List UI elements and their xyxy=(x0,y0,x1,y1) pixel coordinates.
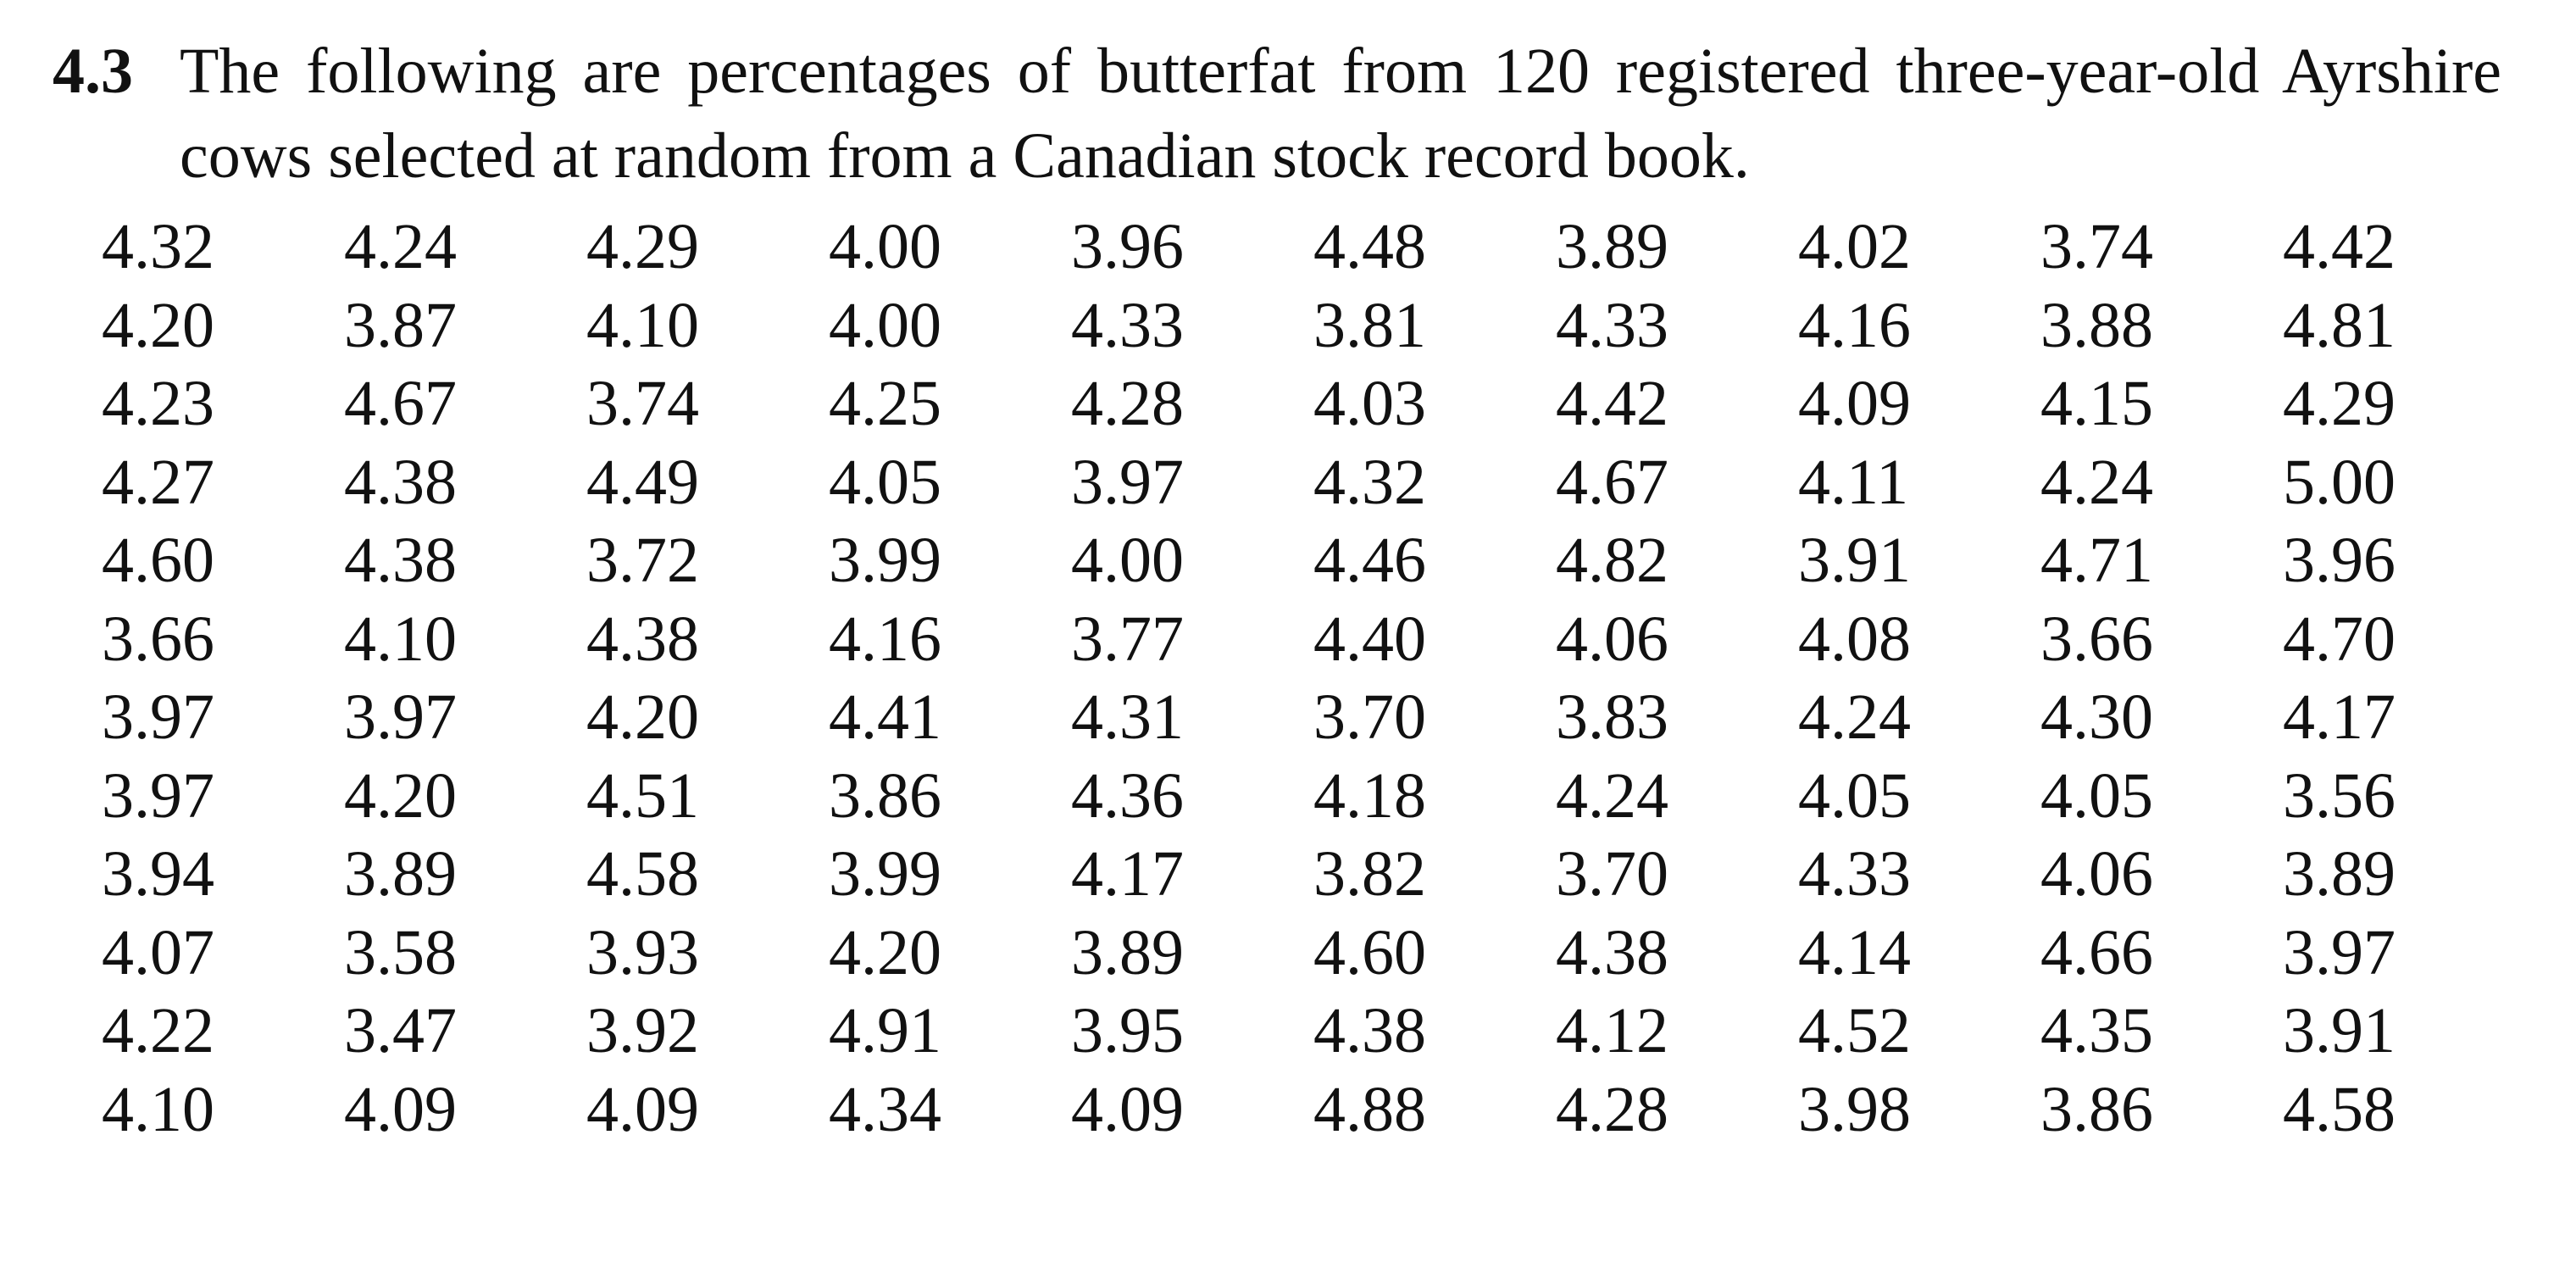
table-cell: 4.30 xyxy=(2040,681,2153,753)
table-cell: 3.88 xyxy=(2040,289,2153,361)
table-cell: 4.20 xyxy=(829,916,941,988)
table-cell: 4.09 xyxy=(586,1073,699,1145)
table-cell: 4.24 xyxy=(2040,446,2153,518)
table-cell: 4.17 xyxy=(2283,681,2396,753)
table-row xyxy=(102,208,2525,286)
problem-block xyxy=(53,29,2510,198)
table-cell: 4.52 xyxy=(1798,995,1911,1066)
table-cell: 4.10 xyxy=(344,603,457,675)
table-cell: 4.20 xyxy=(102,289,214,361)
table-cell: 3.97 xyxy=(1071,446,1184,518)
table-cell: 4.27 xyxy=(102,446,214,518)
table-cell: 3.82 xyxy=(1313,838,1426,910)
table-row xyxy=(102,443,2525,522)
table-cell: 3.56 xyxy=(2283,759,2396,832)
table-cell: 4.51 xyxy=(586,759,699,832)
table-cell: 4.60 xyxy=(102,525,214,596)
table-cell: 4.08 xyxy=(1798,603,1911,675)
table-cell: 4.32 xyxy=(1313,446,1426,518)
table-cell: 3.94 xyxy=(102,838,214,910)
table-cell: 3.99 xyxy=(829,838,941,910)
table-cell: 4.16 xyxy=(1798,289,1911,361)
table-cell: 4.00 xyxy=(829,289,941,361)
table-cell: 3.99 xyxy=(829,525,941,596)
table-cell: 4.18 xyxy=(1313,759,1426,832)
table-cell: 4.28 xyxy=(1071,368,1184,439)
table-cell: 3.58 xyxy=(344,916,457,988)
table-cell: 4.46 xyxy=(1313,525,1426,596)
table-cell: 4.70 xyxy=(2283,603,2396,675)
table-cell: 4.38 xyxy=(586,603,699,675)
table-cell: 4.10 xyxy=(586,289,699,361)
table-cell: 3.81 xyxy=(1313,289,1426,361)
table-cell: 4.07 xyxy=(102,916,214,988)
table-cell: 3.95 xyxy=(1071,995,1184,1066)
table-cell: 4.25 xyxy=(829,368,941,439)
table-cell: 4.17 xyxy=(1071,838,1184,910)
table-cell: 4.42 xyxy=(2283,211,2396,282)
problem-header xyxy=(53,29,2510,198)
table-cell: 4.67 xyxy=(344,368,457,439)
table-cell: 3.98 xyxy=(1798,1073,1911,1145)
table-cell: 4.81 xyxy=(2283,289,2396,361)
table-cell: 3.93 xyxy=(586,916,699,988)
table-cell: 3.72 xyxy=(586,525,699,596)
table-cell: 4.20 xyxy=(344,759,457,832)
table-cell: 3.96 xyxy=(1071,211,1184,282)
data-table-body xyxy=(102,208,2525,1149)
table-cell: 3.74 xyxy=(2040,211,2153,282)
table-cell: 4.38 xyxy=(344,525,457,596)
table-cell: 4.06 xyxy=(1556,603,1668,675)
table-cell: 4.12 xyxy=(1556,995,1668,1066)
table-cell: 4.48 xyxy=(1313,211,1426,282)
table-cell: 3.92 xyxy=(586,995,699,1066)
table-cell: 4.06 xyxy=(2040,838,2153,910)
table-cell: 3.70 xyxy=(1556,838,1668,910)
table-cell: 4.09 xyxy=(344,1073,457,1145)
table-cell: 4.88 xyxy=(1313,1073,1426,1145)
table-cell: 3.74 xyxy=(586,368,699,439)
table-cell: 4.60 xyxy=(1313,916,1426,988)
table-cell: 4.09 xyxy=(1798,368,1911,439)
table-cell: 4.11 xyxy=(1798,446,1909,518)
table-cell: 4.38 xyxy=(1556,916,1668,988)
table-cell: 4.82 xyxy=(1556,525,1668,596)
table-cell: 4.31 xyxy=(1071,681,1184,753)
table-cell: 4.34 xyxy=(829,1073,941,1145)
table-cell: 3.97 xyxy=(2283,916,2396,988)
table-cell: 3.97 xyxy=(344,681,457,753)
table-cell: 4.42 xyxy=(1556,368,1668,439)
table-cell: 4.05 xyxy=(2040,759,2153,832)
table-cell: 4.58 xyxy=(586,838,699,910)
table-cell: 4.00 xyxy=(829,211,941,282)
table-cell: 4.28 xyxy=(1556,1073,1668,1145)
table-cell: 5.00 xyxy=(2283,446,2396,518)
table-cell: 3.89 xyxy=(1071,916,1184,988)
table-cell: 3.96 xyxy=(2283,525,2396,596)
table-cell: 4.58 xyxy=(2283,1073,2396,1145)
table-cell: 4.66 xyxy=(2040,916,2153,988)
table-row xyxy=(102,914,2525,993)
table-row xyxy=(102,992,2525,1071)
problem-number: 4.3 xyxy=(53,36,133,107)
table-cell: 3.86 xyxy=(2040,1073,2153,1145)
table-cell: 4.14 xyxy=(1798,916,1911,988)
table-cell: 4.71 xyxy=(2040,525,2153,596)
table-cell: 4.10 xyxy=(102,1073,214,1145)
table-row xyxy=(102,835,2525,914)
table-cell: 3.77 xyxy=(1071,603,1184,675)
table-cell: 3.89 xyxy=(344,838,457,910)
table-row xyxy=(102,286,2525,365)
table-cell: 4.16 xyxy=(829,603,941,675)
table-cell: 4.03 xyxy=(1313,368,1426,439)
table-cell: 4.24 xyxy=(1798,681,1911,753)
table-cell: 4.38 xyxy=(344,446,457,518)
table-row xyxy=(102,521,2525,600)
table-row xyxy=(102,600,2525,679)
table-cell: 4.33 xyxy=(1071,289,1184,361)
table-cell: 3.89 xyxy=(1556,211,1668,282)
table-cell: 3.47 xyxy=(344,995,457,1066)
table-cell: 4.33 xyxy=(1798,838,1911,910)
table-cell: 4.38 xyxy=(1313,995,1426,1066)
table-cell: 4.09 xyxy=(1071,1073,1184,1145)
table-cell: 4.35 xyxy=(2040,995,2153,1066)
table-cell: 4.29 xyxy=(2283,368,2396,439)
table-cell: 4.23 xyxy=(102,368,214,439)
table-cell: 3.66 xyxy=(102,603,214,675)
table-cell: 3.86 xyxy=(829,759,941,832)
table-cell: 4.36 xyxy=(1071,759,1184,832)
butterfat-data-table xyxy=(102,208,2525,1149)
problem-statement: The following are percentages of butterfat from 120 registered three-year-old Ayrshire cows selected at random from a Canadian stock record book. xyxy=(180,36,2501,192)
table-cell: 4.33 xyxy=(1556,289,1668,361)
table-cell: 4.15 xyxy=(2040,368,2153,439)
table-cell: 4.91 xyxy=(829,995,941,1066)
table-cell: 3.97 xyxy=(102,759,214,832)
table-cell: 4.67 xyxy=(1556,446,1668,518)
table-cell: 4.20 xyxy=(586,681,699,753)
table-cell: 4.05 xyxy=(1798,759,1911,832)
table-cell: 4.40 xyxy=(1313,603,1426,675)
table-cell: 4.29 xyxy=(586,211,699,282)
table-cell: 4.05 xyxy=(829,446,941,518)
table-cell: 3.91 xyxy=(2283,995,2396,1066)
table-cell: 4.32 xyxy=(102,211,214,282)
table-cell: 4.49 xyxy=(586,446,699,518)
table-cell: 3.97 xyxy=(102,681,214,753)
table-cell: 4.22 xyxy=(102,995,214,1066)
table-cell: 4.00 xyxy=(1071,525,1184,596)
table-cell: 3.70 xyxy=(1313,681,1426,753)
table-cell: 4.41 xyxy=(829,681,941,753)
table-cell: 3.83 xyxy=(1556,681,1668,753)
table-row xyxy=(102,678,2525,757)
table-cell: 3.87 xyxy=(344,289,457,361)
table-row xyxy=(102,364,2525,443)
table-cell: 3.91 xyxy=(1798,525,1911,596)
table-row xyxy=(102,1071,2525,1149)
table-cell: 4.24 xyxy=(344,211,457,282)
table-row xyxy=(102,757,2525,836)
table-cell: 4.02 xyxy=(1798,211,1911,282)
table-cell: 3.89 xyxy=(2283,838,2396,910)
table-cell: 3.66 xyxy=(2040,603,2153,675)
table-cell: 4.24 xyxy=(1556,759,1668,832)
